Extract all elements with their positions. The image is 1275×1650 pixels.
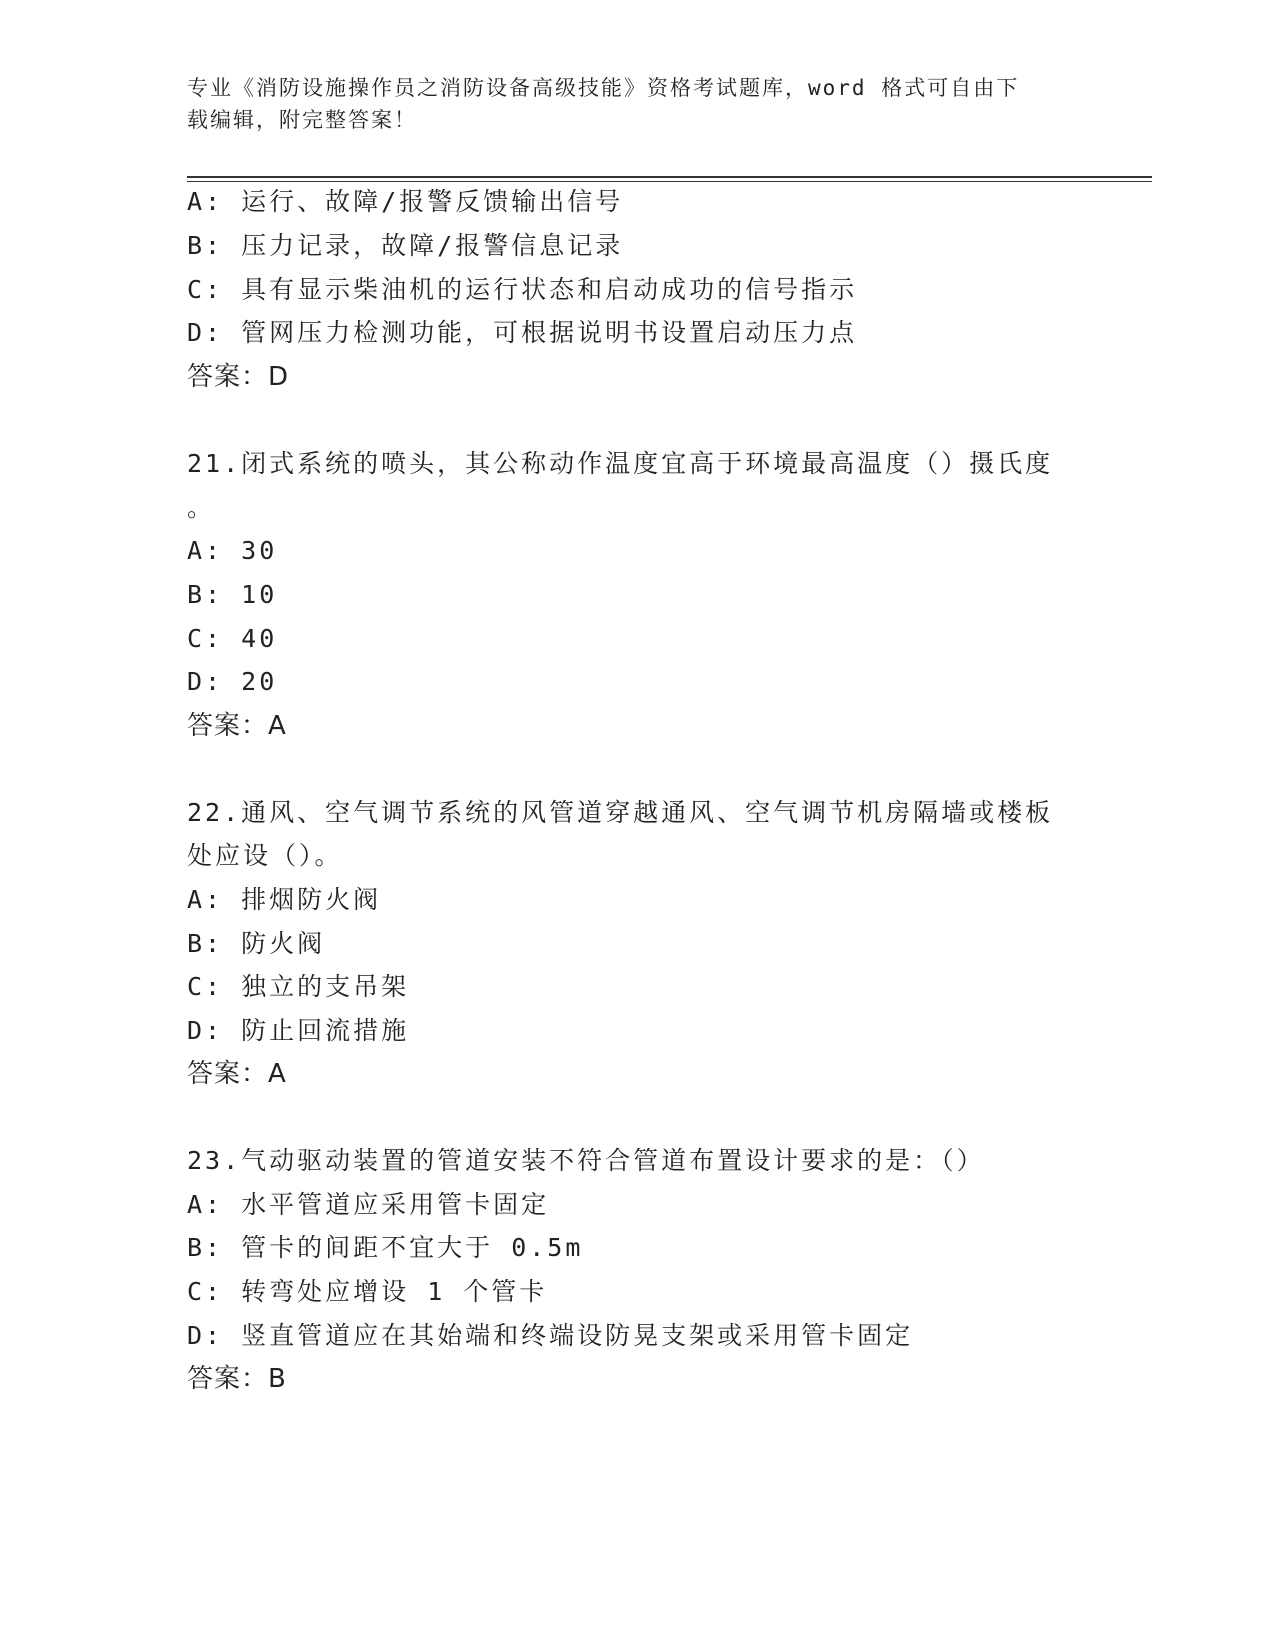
- q22-option-a: A: 排烟防火阀: [187, 885, 382, 914]
- q23-option-d: D: 竖直管道应在其始端和终端设防晃支架或采用管卡固定: [187, 1321, 914, 1350]
- q21-option-a: A: 30: [187, 536, 278, 565]
- header-line-2: 载编辑，附完整答案！: [187, 108, 417, 132]
- q20-option-d: D: 管网压力检测功能，可根据说明书设置启动压力点: [187, 318, 858, 347]
- document-header: [187, 72, 1067, 136]
- q21-stem-line-2: 。: [187, 493, 216, 522]
- header-divider-thin: [187, 181, 1152, 182]
- q20-option-c: C: 具有显示柴油机的运行状态和启动成功的信号指示: [187, 275, 858, 304]
- q23-stem: 23.气动驱动装置的管道安装不符合管道布置设计要求的是：（）: [187, 1146, 985, 1175]
- q21-answer: 答案：A: [187, 711, 287, 741]
- q22-option-b: B: 防火阀: [187, 929, 326, 958]
- q22-stem-line-1: 22.通风、空气调节系统的风管道穿越通风、空气调节机房隔墙或楼板: [187, 798, 1054, 827]
- q22-stem-line-2: 处应设（）。: [187, 841, 343, 870]
- q22-option-c: C: 独立的支吊架: [187, 972, 410, 1001]
- header-line-1: 专业《消防设施操作员之消防设备高级技能》资格考试题库，word 格式可自由下: [187, 76, 1020, 100]
- q20-answer: 答案：D: [187, 362, 290, 392]
- q21-stem-line-1: 21.闭式系统的喷头，其公称动作温度宜高于环境最高温度（）摄氏度: [187, 449, 1054, 478]
- q23-option-b: B: 管卡的间距不宜大于 0.5m: [187, 1233, 584, 1262]
- q20-option-a: A: 运行、故障/报警反馈输出信号: [187, 187, 624, 216]
- q21-option-b: B: 10: [187, 580, 278, 609]
- q21-option-c: C: 40: [187, 624, 278, 653]
- q23-option-a: A: 水平管道应采用管卡固定: [187, 1190, 550, 1219]
- q22-option-d: D: 防止回流措施: [187, 1016, 410, 1045]
- q20-option-b: B: 压力记录，故障/报警信息记录: [187, 231, 624, 260]
- q23-answer: 答案：B: [187, 1364, 287, 1394]
- header-divider-thick: [187, 176, 1152, 178]
- q21-option-d: D: 20: [187, 667, 278, 696]
- q23-option-c: C: 转弯处应增设 1 个管卡: [187, 1277, 548, 1306]
- q22-answer: 答案：A: [187, 1059, 287, 1089]
